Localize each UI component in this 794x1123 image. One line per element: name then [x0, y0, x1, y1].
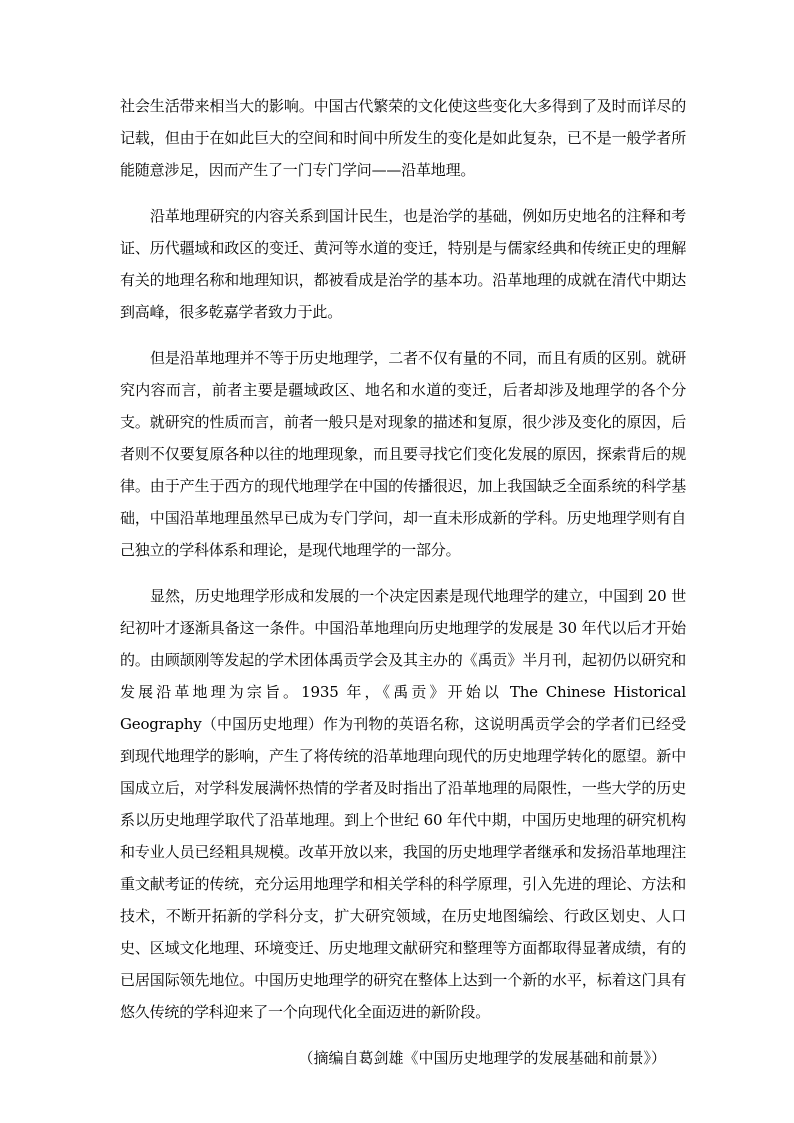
paragraph-1: 社会生活带来相当大的影响。中国古代繁荣的文化使这些变化大多得到了及时而详尽的记载，但由于在如此巨大的空间和时间中所发生的变化是如此复杂，已不是一般学者所能随意涉足，因而产生了一门专门学问——沿革地理。	[120, 97, 686, 179]
paragraph-2: 沿革地理研究的内容关系到国计民生，也是治学的基础，例如历史地名的注释和考证、历代疆域和政区的变迁、黄河等水道的变迁，特别是与儒家经典和传统正史的理解有关的地理名称和地理知识，都被看成是治学的基本功。沿革地理的成就在清代中期达到高峰，很多乾嘉学者致力于此。	[120, 207, 686, 321]
paragraph-4: 显然，历史地理学形成和发展的一个决定因素是现代地理学的建立，中国到 20 世纪初叶才逐渐具备这一条件。中国沿革地理向历史地理学的发展是 30 年代以后才开始的。由顾颉刚等发起的学术团体禹贡学会及其主办的《禹贡》半月刊，起初仍以研究和发展沿革地理为宗旨。1935 年，《禹贡》开始以 The Chinese Historical Geography（中国历史地理）作为刊物的英语名称，这说明禹贡学会的学者们已经受到现代地理学的影响，产生了将传统的沿革地理向现代的历史地理学转化的愿望。新中国成立后，对学科发展满怀热情的学者及时指出了沿革地理的局限性，一些大学的历史系以历史地理学取代了沿革地理。到上个世纪 60 年代中期，中国历史地理的研究机构和专业人员已经粗具规模。改革开放以来，我国的历史地理学者继承和发扬沿革地理注重文献考证的传统，充分运用地理学和相关学科的科学原理，引入先进的理论、方法和技术，不断开拓新的学科分支，扩大研究领域，在历史地图编绘、行政区划史、人口史、区域文化地理、环境变迁、历史地理文献研究和整理等方面都取得显著成绩，有的已居国际领先地位。中国历史地理学的研究在整体上达到一个新的水平，标着这门具有悠久传统的学科迎来了一个向现代化全面迈进的新阶段。	[120, 587, 686, 1021]
document-page	[120, 90, 686, 1074]
source-citation: （摘编自葛剑雄《中国历史地理学的发展基础和前景》）	[298, 1049, 666, 1067]
paragraph-3: 但是沿革地理并不等于历史地理学，二者不仅有量的不同，而且有质的区别。就研究内容而言，前者主要是疆域政区、地名和水道的变迁，后者却涉及地理学的各个分支。就研究的性质而言，前者一般只是对现象的描述和复原，很少涉及变化的原因，后者则不仅要复原各种以往的地理现象，而且要寻找它们变化发展的原因，探索背后的规律。由于产生于西方的现代地理学在中国的传播很迟，加上我国缺乏全面系统的科学基础，中国沿革地理虽然早已成为专门学问，却一直未形成新的学科。历史地理学则有自己独立的学科体系和理论，是现代地理学的一部分。	[120, 349, 686, 559]
